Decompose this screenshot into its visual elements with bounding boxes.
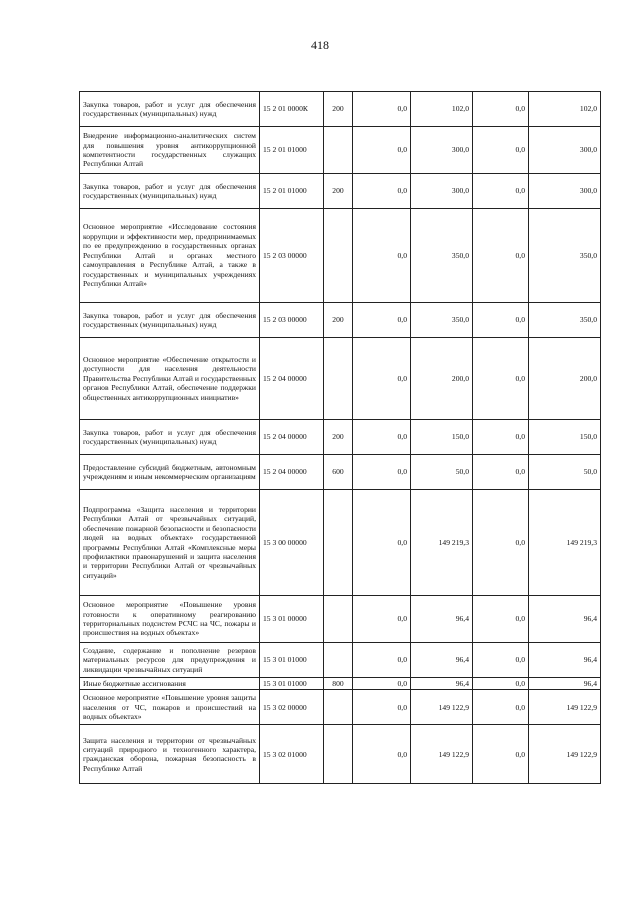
- row-expense-type: 200: [324, 303, 353, 338]
- row-description: Подпрограмма «Защита населения и территории Республики Алтай от чрезвычайных ситуаций, обеспечение пожарной безопасности и безопасности людей на водных объектах» государственной программы Республики Алтай «Комплексные меры профилактики правонарушений и защита населения и территории Республики Алтай от чрезвычайных ситуаций»: [80, 490, 260, 596]
- row-amount-2: 102,0: [411, 92, 473, 127]
- row-expense-type: [324, 690, 353, 725]
- row-amount-2: 149 122,9: [411, 690, 473, 725]
- row-amount-1: 0,0: [353, 690, 411, 725]
- row-description: Закупка товаров, работ и услуг для обеспечения государственных (муниципальных) нужд: [80, 174, 260, 209]
- row-target-code: 15 2 04 00000: [260, 455, 324, 490]
- row-amount-3: 0,0: [473, 92, 529, 127]
- row-target-code: 15 2 03 00000: [260, 209, 324, 303]
- row-amount-4: 300,0: [529, 174, 601, 209]
- row-amount-1: 0,0: [353, 678, 411, 690]
- row-expense-type: [324, 338, 353, 420]
- row-description: Основное мероприятие «Обеспечение открытости и доступности для населения деятельности Правительства Республики Алтай и государственных органов Республики Алтай, обеспечение поддержки общественных антикоррупционных инициатив»: [80, 338, 260, 420]
- row-expense-type: 200: [324, 420, 353, 455]
- row-amount-4: 149 219,3: [529, 490, 601, 596]
- row-expense-type: [324, 127, 353, 174]
- row-amount-3: 0,0: [473, 420, 529, 455]
- row-amount-3: 0,0: [473, 643, 529, 678]
- row-amount-3: 0,0: [473, 455, 529, 490]
- table-row: [80, 303, 601, 338]
- row-amount-3: 0,0: [473, 596, 529, 643]
- row-amount-3: 0,0: [473, 678, 529, 690]
- table-row: [80, 127, 601, 174]
- page-number: 418: [311, 38, 329, 52]
- row-amount-4: 96,4: [529, 596, 601, 643]
- table-row: [80, 338, 601, 420]
- table-row: [80, 643, 601, 678]
- row-amount-3: 0,0: [473, 303, 529, 338]
- row-expense-type: 200: [324, 92, 353, 127]
- row-description: Основное мероприятие «Повышение уровня защиты населения от ЧС, пожаров и происшествий на водных объектах»: [80, 690, 260, 725]
- table-row: [80, 174, 601, 209]
- row-amount-3: 0,0: [473, 725, 529, 784]
- row-target-code: 15 3 02 00000: [260, 690, 324, 725]
- row-target-code: 15 3 00 00000: [260, 490, 324, 596]
- table-row: [80, 455, 601, 490]
- row-target-code: 15 2 01 0000К: [260, 92, 324, 127]
- row-target-code: 15 3 01 00000: [260, 596, 324, 643]
- row-amount-2: 50,0: [411, 455, 473, 490]
- row-amount-2: 96,4: [411, 596, 473, 643]
- row-description: Иные бюджетные ассигнования: [80, 678, 260, 690]
- row-amount-4: 96,4: [529, 678, 601, 690]
- row-amount-3: 0,0: [473, 490, 529, 596]
- row-amount-2: 149 122,9: [411, 725, 473, 784]
- row-description: Закупка товаров, работ и услуг для обеспечения государственных (муниципальных) нужд: [80, 420, 260, 455]
- row-expense-type: [324, 490, 353, 596]
- row-amount-4: 50,0: [529, 455, 601, 490]
- row-amount-1: 0,0: [353, 127, 411, 174]
- table-row: [80, 209, 601, 303]
- table-row: [80, 725, 601, 784]
- row-amount-4: 300,0: [529, 127, 601, 174]
- row-target-code: 15 2 04 00000: [260, 338, 324, 420]
- row-amount-1: 0,0: [353, 596, 411, 643]
- row-amount-4: 150,0: [529, 420, 601, 455]
- row-amount-1: 0,0: [353, 303, 411, 338]
- row-amount-2: 149 219,3: [411, 490, 473, 596]
- row-description: Основное мероприятие «Исследование состояния коррупции и эффективности мер, предпринимаемых по ее предупреждению в государственных органах Республики Алтай и органах местного самоуправления в Республике Алтай, а также в государственных и муниципальных учреждениях Республики Алтай»: [80, 209, 260, 303]
- row-amount-4: 350,0: [529, 303, 601, 338]
- row-amount-2: 300,0: [411, 127, 473, 174]
- row-amount-4: 350,0: [529, 209, 601, 303]
- row-amount-3: 0,0: [473, 127, 529, 174]
- row-description: Защита населения и территории от чрезвычайных ситуаций природного и техногенного характера, гражданская оборона, пожарная безопасность в Республике Алтай: [80, 725, 260, 784]
- row-description: Внедрение информационно-аналитических систем для повышения уровня антикоррупционной компетентности государственных служащих Республики Алтай: [80, 127, 260, 174]
- row-amount-2: 150,0: [411, 420, 473, 455]
- row-amount-1: 0,0: [353, 420, 411, 455]
- budget-table-body: [80, 92, 601, 784]
- row-amount-2: 350,0: [411, 209, 473, 303]
- table-row: [80, 420, 601, 455]
- row-amount-1: 0,0: [353, 490, 411, 596]
- row-amount-4: 149 122,9: [529, 690, 601, 725]
- row-amount-1: 0,0: [353, 643, 411, 678]
- row-amount-3: 0,0: [473, 338, 529, 420]
- row-expense-type: [324, 643, 353, 678]
- row-amount-4: 96,4: [529, 643, 601, 678]
- row-expense-type: [324, 596, 353, 643]
- row-description: Закупка товаров, работ и услуг для обеспечения государственных (муниципальных) нужд: [80, 92, 260, 127]
- row-amount-3: 0,0: [473, 174, 529, 209]
- table-row: [80, 490, 601, 596]
- row-target-code: 15 2 01 01000: [260, 127, 324, 174]
- row-amount-3: 0,0: [473, 690, 529, 725]
- row-expense-type: [324, 725, 353, 784]
- table-row: [80, 690, 601, 725]
- row-amount-1: 0,0: [353, 725, 411, 784]
- row-description: Создание, содержание и пополнение резервов материальных ресурсов для предупреждения и ликвидации чрезвычайных ситуаций: [80, 643, 260, 678]
- row-amount-1: 0,0: [353, 92, 411, 127]
- row-description: Предоставление субсидий бюджетным, автономным учреждениям и иным некоммерческим организациям: [80, 455, 260, 490]
- row-amount-4: 149 122,9: [529, 725, 601, 784]
- row-amount-2: 96,4: [411, 643, 473, 678]
- row-amount-2: 300,0: [411, 174, 473, 209]
- row-amount-3: 0,0: [473, 209, 529, 303]
- row-expense-type: 200: [324, 174, 353, 209]
- budget-table: [79, 91, 601, 784]
- row-target-code: 15 3 01 01000: [260, 643, 324, 678]
- row-amount-1: 0,0: [353, 174, 411, 209]
- table-row: [80, 92, 601, 127]
- row-expense-type: [324, 209, 353, 303]
- row-amount-2: 350,0: [411, 303, 473, 338]
- row-target-code: 15 2 03 00000: [260, 303, 324, 338]
- row-amount-1: 0,0: [353, 455, 411, 490]
- row-amount-1: 0,0: [353, 209, 411, 303]
- row-target-code: 15 3 02 01000: [260, 725, 324, 784]
- row-description: Основное мероприятие «Повышение уровня готовности к оперативному реагированию территориальных подсистем РСЧС на ЧС, пожары и происшествия на водных объектах»: [80, 596, 260, 643]
- table-row: [80, 596, 601, 643]
- row-description: Закупка товаров, работ и услуг для обеспечения государственных (муниципальных) нужд: [80, 303, 260, 338]
- row-amount-2: 96,4: [411, 678, 473, 690]
- row-expense-type: 600: [324, 455, 353, 490]
- table-row: [80, 678, 601, 690]
- row-amount-2: 200,0: [411, 338, 473, 420]
- row-amount-4: 200,0: [529, 338, 601, 420]
- row-expense-type: 800: [324, 678, 353, 690]
- row-amount-4: 102,0: [529, 92, 601, 127]
- row-amount-1: 0,0: [353, 338, 411, 420]
- row-target-code: 15 2 01 01000: [260, 174, 324, 209]
- row-target-code: 15 2 04 00000: [260, 420, 324, 455]
- row-target-code: 15 3 01 01000: [260, 678, 324, 690]
